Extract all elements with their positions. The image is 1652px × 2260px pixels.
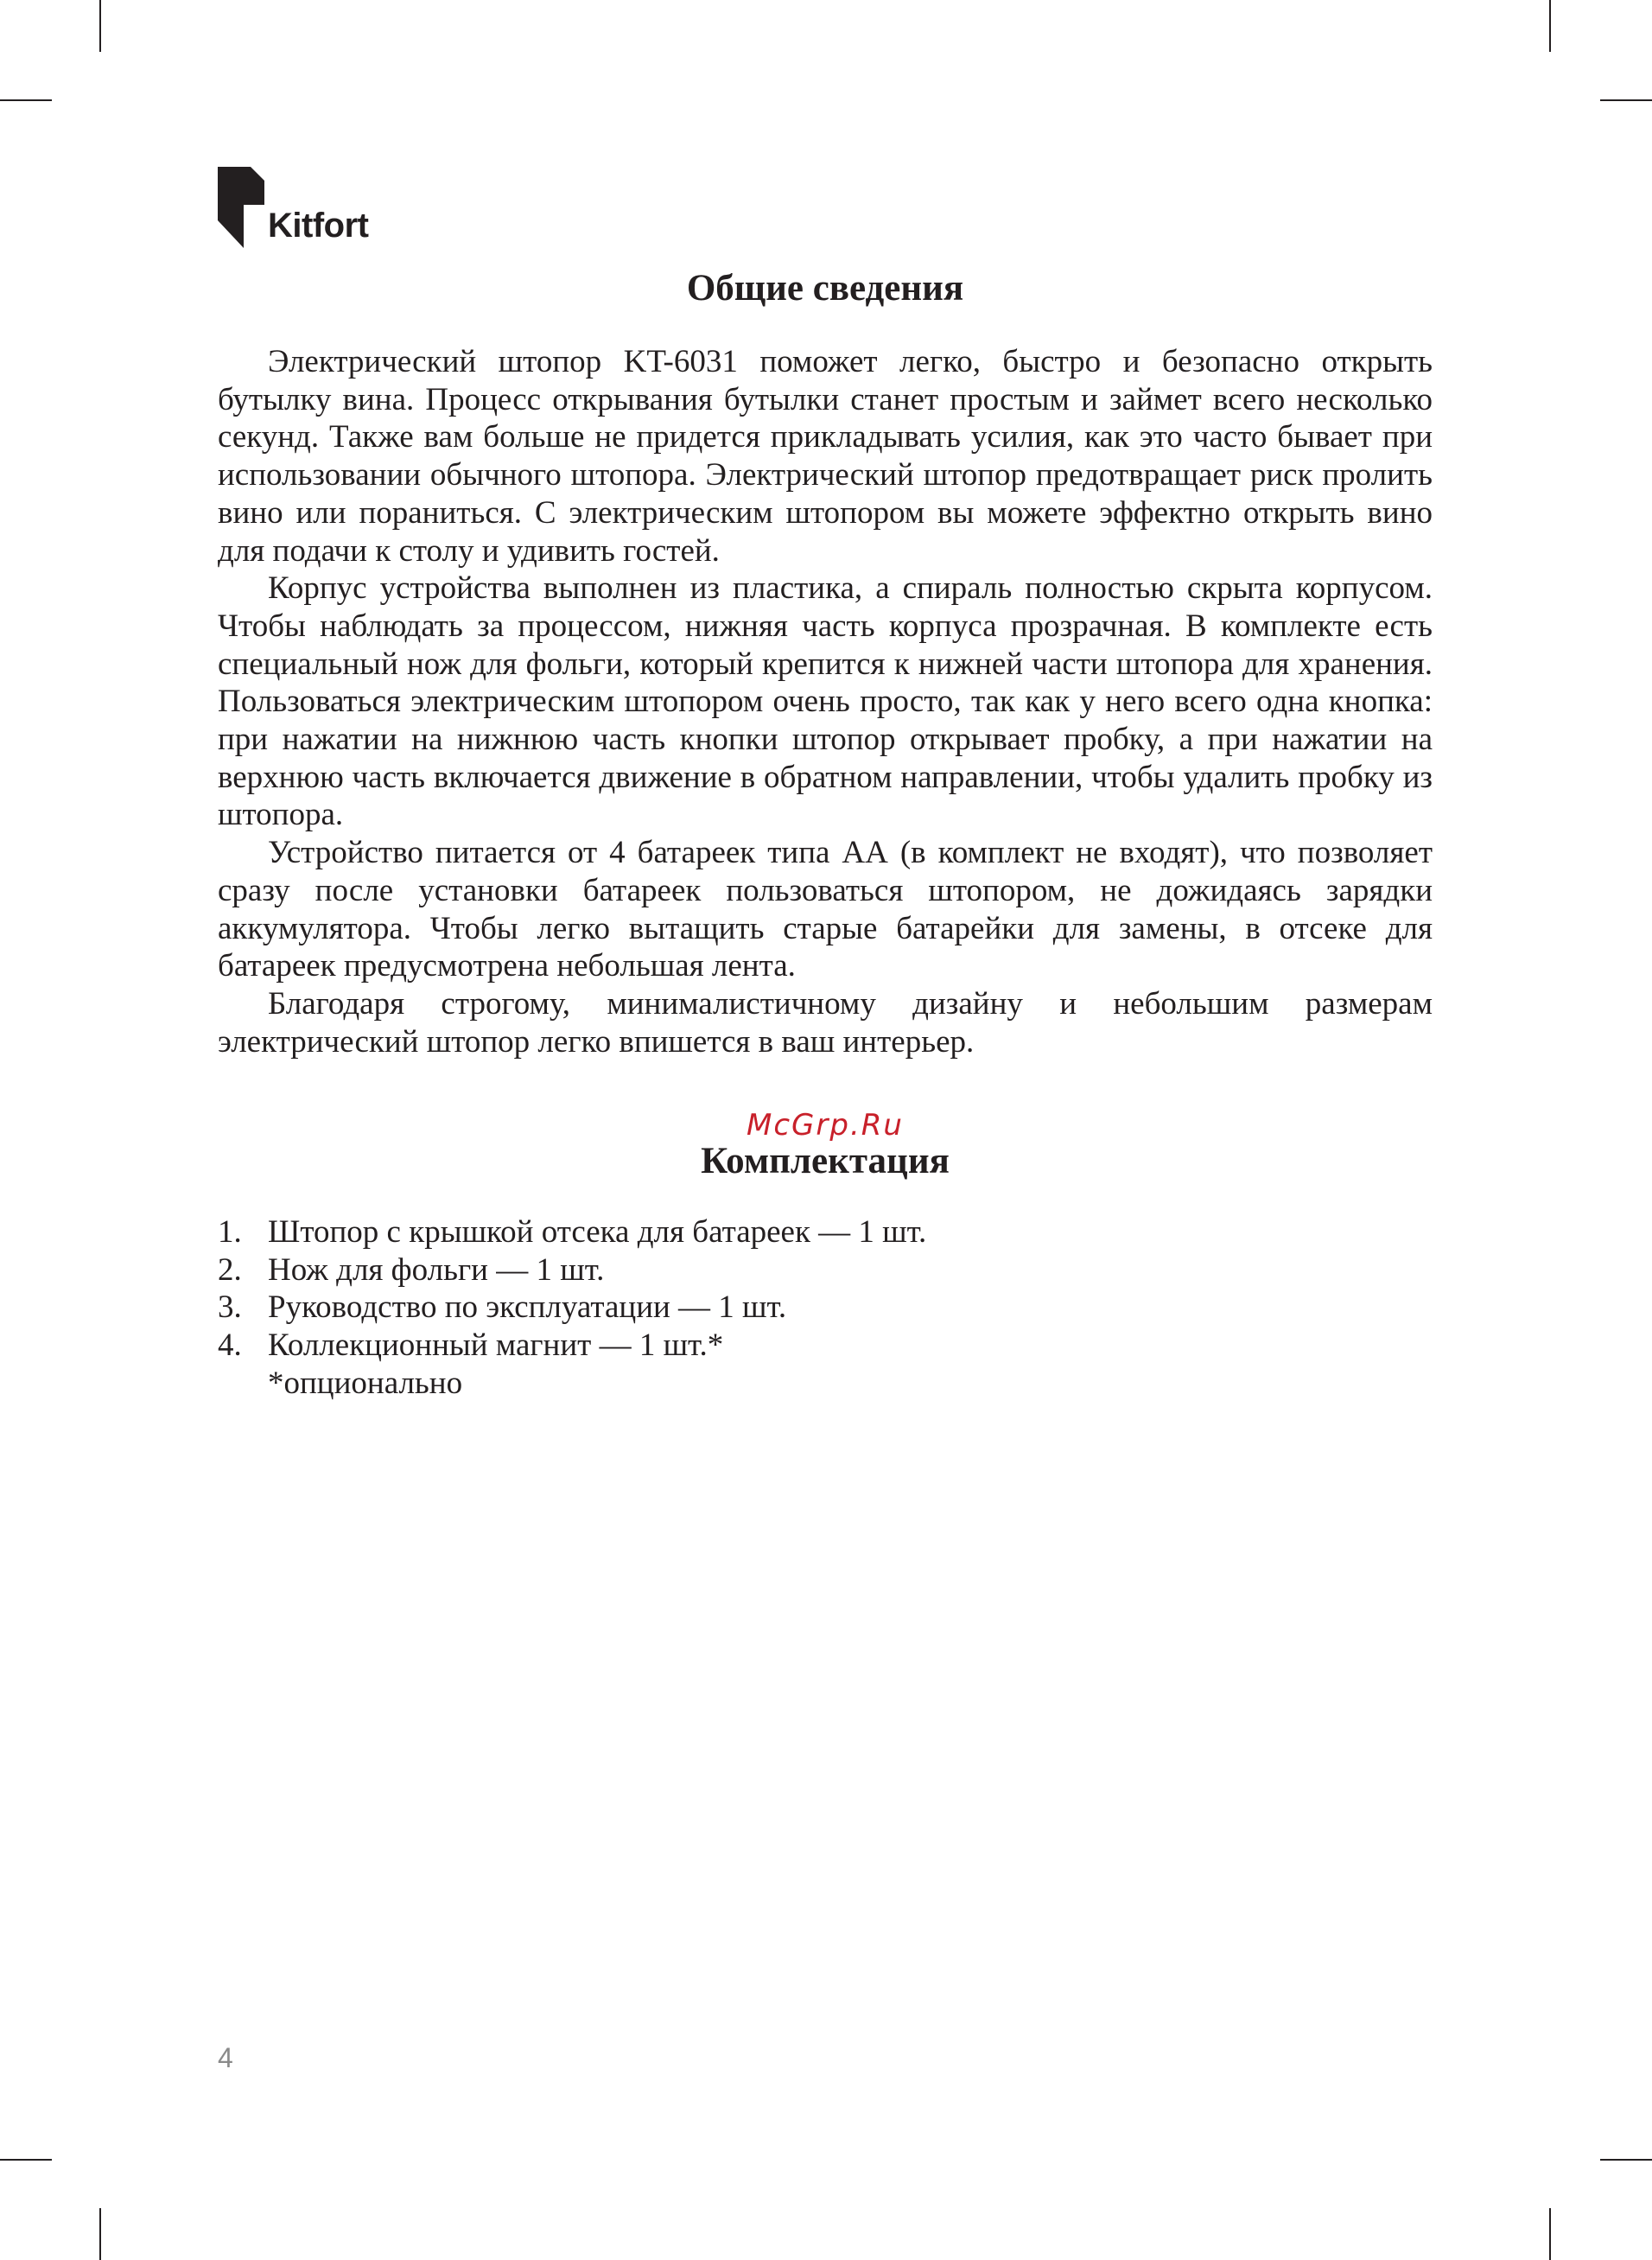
crop-mark: [0, 2159, 52, 2161]
general-body: [218, 343, 1433, 1060]
general-paragraph: Корпус устройства выполнен из пластика, а спираль полностью скрыта корпусом. Чтобы наблюдать за процессом, нижняя часть корпуса прозрачная. В комплекте есть специальный нож для фольги, который крепится к нижней части штопора для хранения. Пользоваться электрическим штопором очень просто, так как у него всего одна кнопка: при нажатии на нижнюю часть кнопки штопор открывает пробку, а при нажатии на верхнюю часть включается движение в обратном направлении, чтобы удалить пробку из штопора.: [218, 570, 1433, 833]
list-item-text: Руководство по эксплуатации — 1 шт.: [268, 1289, 787, 1326]
crop-mark: [1600, 2159, 1652, 2161]
section-title-kit: Комплектация: [701, 1141, 950, 1181]
brand-name: Kitfort: [268, 207, 369, 245]
list-item-number: 4.: [218, 1327, 242, 1364]
kitfort-logo: [218, 167, 391, 253]
list-item-number: 2.: [218, 1251, 242, 1288]
list-item-text: Нож для фольги — 1 шт.: [268, 1251, 605, 1288]
page-number: 4: [218, 2042, 233, 2073]
section-title-general: Общие сведения: [686, 268, 964, 309]
crop-mark: [1549, 2208, 1551, 2260]
kitfort-logo-mark-icon: [218, 167, 270, 248]
crop-mark: [1600, 99, 1652, 101]
crop-mark: [99, 2208, 101, 2260]
list-item-number: 3.: [218, 1289, 242, 1326]
list-item-number: 1.: [218, 1214, 242, 1250]
watermark: McGrp.Ru: [747, 1108, 904, 1143]
list-item: [218, 1289, 1433, 1327]
list-item-text: Коллекционный магнит — 1 шт.*: [268, 1327, 724, 1364]
kit-note: *опционально: [268, 1366, 463, 1401]
general-paragraph: Устройство питается от 4 батареек типа АА (в комплект не входят), что позволяет сразу после установки батареек пользоваться штопором, не дожидаясь зарядки аккумулятора. Чтобы легко вытащить старые батарейки для замены, в отсеке для батареек предусмотрена небольшая лента.: [218, 835, 1433, 984]
general-paragraph: Благодаря строгому, минималистичному дизайну и небольшим размерам электрический штопор легко впишется в ваш интерьер.: [218, 985, 1433, 1060]
crop-mark: [99, 0, 101, 52]
list-item: [218, 1213, 1433, 1251]
crop-mark: [1549, 0, 1551, 52]
general-paragraph: Электрический штопор KT-6031 поможет легко, быстро и безопасно открыть бутылку вина. Процесс открывания бутылки станет простым и займет всего несколько секунд. Также вам больше не придется прикладывать усилия, как это часто бывает при использовании обычного штопора. Электрический штопор предотвращает риск пролить вино или пораниться. С электрическим штопором вы можете эффектно открыть вино для подачи к столу и удивить гостей.: [218, 344, 1433, 569]
kit-list: [218, 1213, 1433, 1365]
crop-mark: [0, 99, 52, 101]
list-item: [218, 1327, 1433, 1365]
list-item: [218, 1251, 1433, 1289]
list-item-text: Штопор с крышкой отсека для батареек — 1 шт.: [268, 1214, 927, 1250]
